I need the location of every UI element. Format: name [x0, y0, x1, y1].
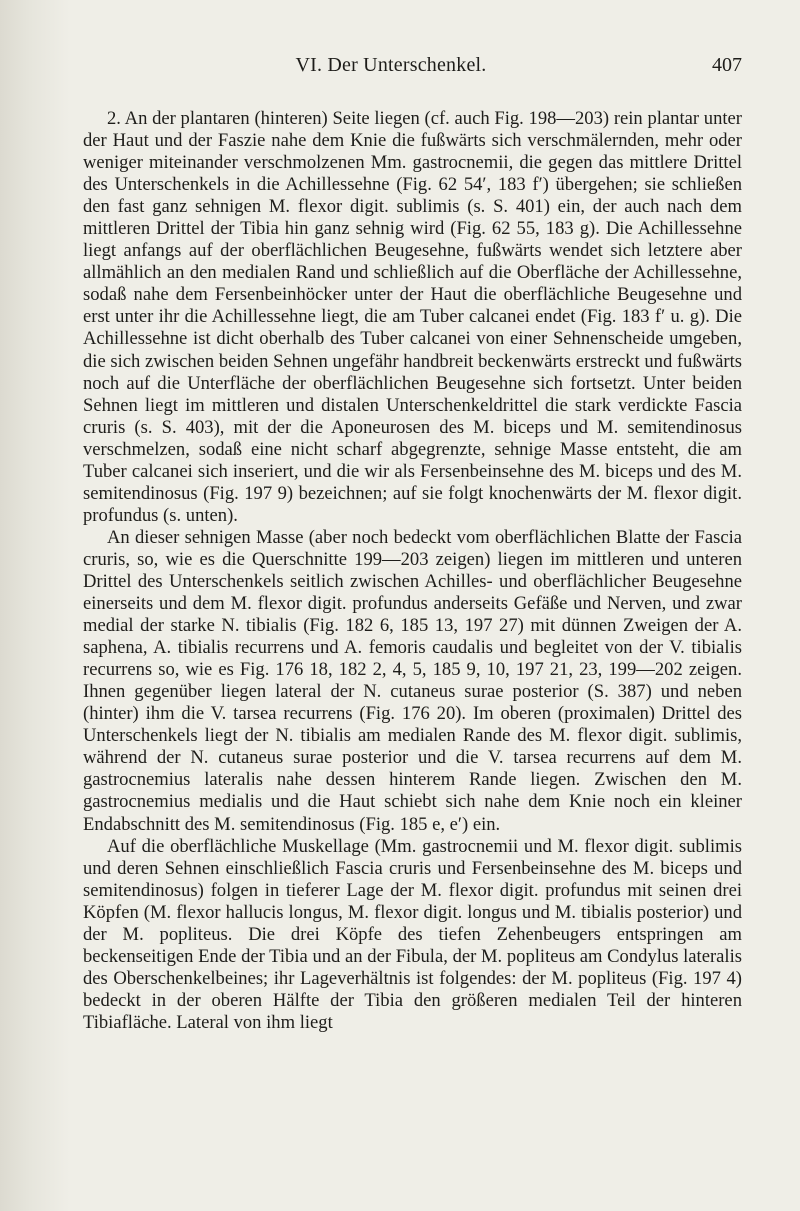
running-header: [82, 54, 742, 80]
paragraph: Auf die oberflächliche Muskellage (Mm. gastrocnemii und M. flexor digit. sublimis und deren Sehnen einschließlich Fascia cruris und Fersenbeinsehne des M. biceps und semitendinosus) folgen in tieferer Lage der M. flexor digit. profundus mit seinen drei Köpfen (M. flexor hallucis longus, M. flexor digit. longus und M. tibialis posterior) und der M. popliteus. Die drei Köpfe des tiefen Zehenbeugers entspringen am beckenseitigen Ende der Tibia und an der Fibula, der M. popliteus am Condylus lateralis des Oberschenkelbeines; ihr Lageverhältnis ist folgendes: der M. popliteus (Fig. 197 4) bedeckt in der oberen Hälfte der Tibia den größeren medialen Teil der hinteren Tibiafläche. Lateral von ihm liegt: [83, 835, 742, 1033]
paragraph: 2. An der plantaren (hinteren) Seite liegen (cf. auch Fig. 198—203) rein plantar unter der Haut und der Faszie nahe dem Knie die fußwärts sich verschmälernden, mehr oder weniger miteinander verschmolzenen Mm. gastrocnemii, die gegen das mittlere Drittel des Unterschenkels in die Achillessehne (Fig. 62 54′, 183 f′) übergehen; sie schließen den fast ganz sehnigen M. flexor digit. sublimis (s. S. 401) ein, der auch nach dem mittleren Drittel der Tibia hin ganz sehnig wird (Fig. 62 55, 183 g). Die Achillessehne liegt anfangs auf der oberflächlichen Beugesehne, fußwärts wendet sich letztere aber allmählich an den medialen Rand und schließlich auf die Oberfläche der Achillessehne, sodaß nahe dem Fersenbeinhöcker unter der Haut die oberflächliche Beugesehne und erst unter ihr die Achillessehne liegt, die am Tuber calcanei endet (Fig. 183 f′ u. g). Die Achillessehne ist dicht oberhalb des Tuber calcanei von einer Sehnenscheide umgeben, die sich zwischen beiden Sehnen ungefähr handbreit beckenwärts erstreckt und fußwärts noch auf die Unterfläche der oberflächlichen Beugesehne sich fortsetzt. Unter beiden Sehnen liegt im mittleren und distalen Unterschenkeldrittel die stark verdickte Fascia cruris (s. S. 403), mit der die Aponeurosen des M. biceps und M. semitendinosus verschmelzen, sodaß eine nicht scharf abgegrenzte, sehnige Masse entsteht, die am Tuber calcanei sich inseriert, und die wir als Fersenbeinsehne des M. biceps und des M. semitendinosus (Fig. 197 9) bezeichnen; auf sie folgt knochenwärts der M. flexor digit. profundus (s. unten).: [83, 108, 742, 526]
page-number: 407: [712, 54, 742, 76]
chapter-title: VI. Der Unterschenkel.: [295, 54, 487, 76]
body-text: [83, 108, 742, 1034]
paragraph: An dieser sehnigen Masse (aber noch bedeckt vom oberflächlichen Blatte der Fascia cruris, so, wie es die Querschnitte 199—203 zeigen) liegen im mittleren und unteren Drittel des Unterschenkels seitlich zwischen Achilles- und oberflächlicher Beugesehne einerseits und dem M. flexor digit. profundus anderseits Gefäße und Nerven, und zwar medial der starke N. tibialis (Fig. 182 6, 185 13, 197 27) mit dünnen Zweigen der A. saphena, A. tibialis recurrens und A. femoris caudalis und begleitet von der V. tibialis recurrens so, wie es Fig. 176 18, 182 2, 4, 5, 185 9, 10, 197 21, 23, 199—202 zeigen. Ihnen gegenüber liegen lateral der N. cutaneus surae posterior (S. 387) und neben (hinter) ihm die V. tarsea recurrens (Fig. 176 20). Im oberen (proximalen) Drittel des Unterschenkels liegt der N. tibialis am medialen Rande des M. flexor digit. sublimis, während der N. cutaneus surae posterior und die V. tarsea recurrens auf dem M. gastrocnemius lateralis nahe dessen hinterem Rande liegen. Zwischen den M. gastrocnemius medialis und die Haut schiebt sich nahe dem Knie noch ein kleiner Endabschnitt des M. semitendinosus (Fig. 185 e, e′) ein.: [83, 526, 742, 835]
